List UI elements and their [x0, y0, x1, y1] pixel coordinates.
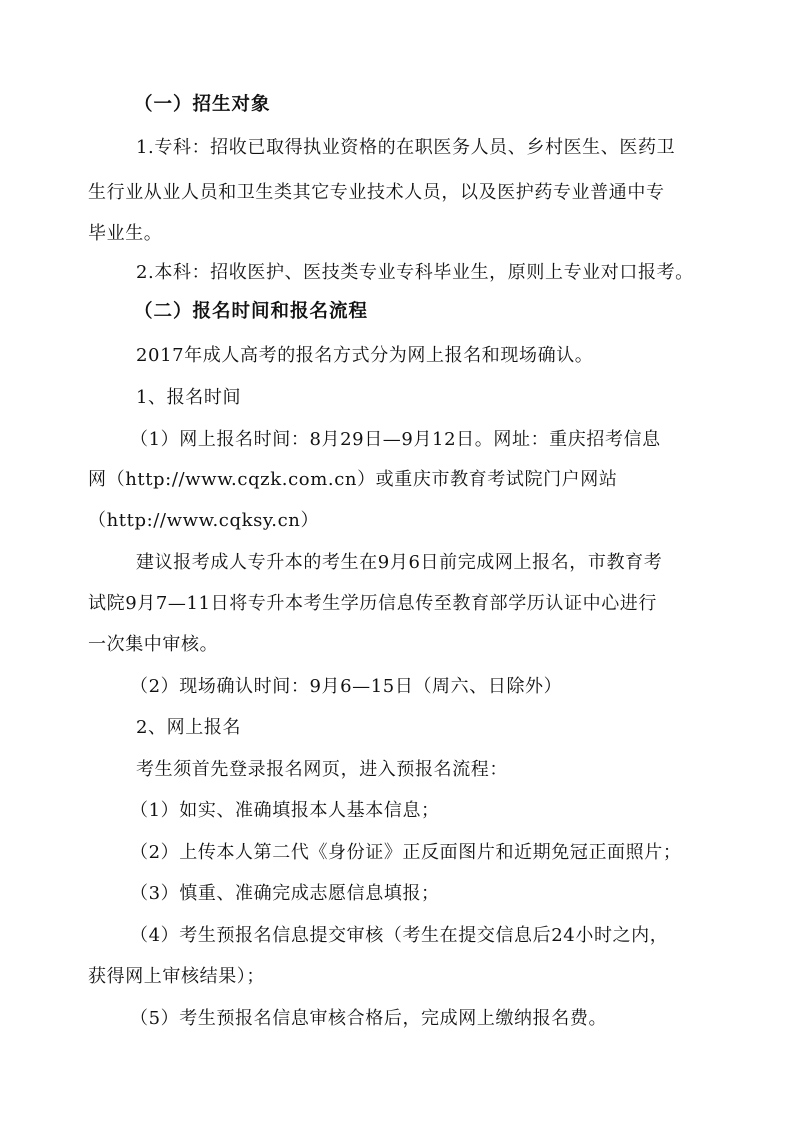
- paragraph-online-time-line-2: 网（http://www.cqzk.com.cn）或重庆市教育考试院门户网站: [88, 469, 618, 490]
- paragraph-undergraduate: 2.本科：招收医护、医技类专业专科毕业生，原则上专业对口报考。: [136, 262, 694, 283]
- paragraph-pre-registration: 考生须首先登录报名网页，进入预报名流程：: [136, 759, 508, 780]
- section-heading-enrollment-targets: （一）招生对象: [134, 94, 271, 115]
- paragraph-junior-college-line-2: 生行业从业人员和卫生类其它专业技术人员，以及医护药专业普通中专: [88, 182, 665, 203]
- paragraph-online-time-line-3: （http://www.cqksy.cn）: [88, 510, 320, 531]
- paragraph-junior-college-line-3: 毕业生。: [88, 223, 163, 244]
- paragraph-advice-line-1: 建议报考成人专升本的考生在9月6日前完成网上报名，市教育考: [136, 552, 663, 573]
- list-item-step-4-line-1: （4）考生预报名信息提交审核（考生在提交信息后24小时之内，: [130, 925, 669, 946]
- list-item-step-5: （5）考生预报名信息审核合格后，完成网上缴纳报名费。: [130, 1008, 608, 1029]
- paragraph-online-time-line-1: （1）网上报名时间：8月29日—9月12日。网址：重庆招考信息: [130, 429, 661, 450]
- list-item-step-3: （3）慎重、准确完成志愿信息填报；: [130, 883, 440, 904]
- paragraph-advice-line-2: 试院9月7—11日将专升本考生学历信息传至教育部学历认证中心进行: [88, 593, 658, 614]
- paragraph-junior-college-line-1: 1.专科：招收已取得执业资格的在职医务人员、乡村医生、医药卫: [136, 137, 676, 158]
- paragraph-registration-method: 2017年成人高考的报名方式分为网上报名和现场确认。: [136, 345, 594, 366]
- subheading-registration-time: 1、报名时间: [136, 387, 242, 408]
- paragraph-advice-line-3: 一次集中审核。: [88, 634, 219, 655]
- list-item-step-2: （2）上传本人第二代《身份证》正反面图片和近期免冠正面照片；: [130, 842, 682, 863]
- list-item-step-4-line-2: 获得网上审核结果）；: [88, 966, 265, 987]
- paragraph-onsite-confirmation: （2）现场确认时间：9月6—15日（周六、日除外）: [130, 676, 563, 697]
- list-item-step-1: （1）如实、准确填报本人基本信息；: [130, 800, 440, 821]
- subheading-online-registration: 2、网上报名: [136, 717, 242, 738]
- section-heading-registration: （二）报名时间和报名流程: [134, 301, 369, 322]
